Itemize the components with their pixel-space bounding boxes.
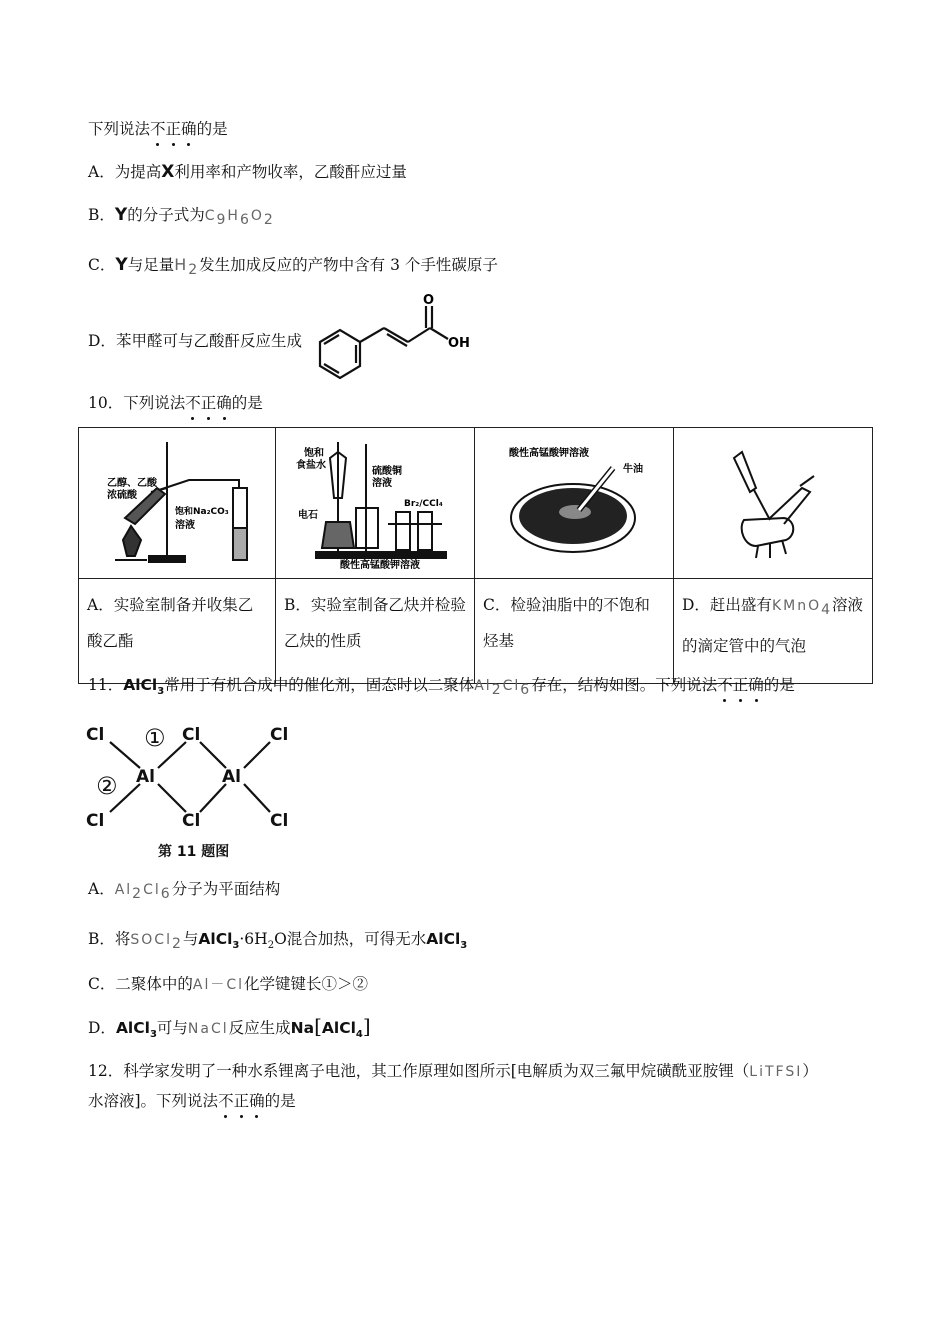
q10-option-a: A．实验室制备并收集乙酸乙酯 bbox=[79, 579, 276, 684]
hydroxyl-label: OH bbox=[448, 336, 470, 351]
q11-stem: 11．AlCl$_3$常用于有机合成中的催化剂，固态时以二聚体Al2Cl6存在，结构如图。下列说法不正确的是 bbox=[88, 676, 795, 698]
cl-atom-top-right: Cl bbox=[270, 725, 289, 745]
cl-atom-bottom-right: Cl bbox=[270, 811, 289, 831]
fig-b-label-1: 饱和 bbox=[304, 448, 324, 459]
cinnamic-acid-structure bbox=[312, 292, 482, 384]
q9-option-c: C．Y与足量H2发生加成反应的产物中含有 3 个手性碳原子 bbox=[88, 255, 498, 278]
al-atom-left: Al bbox=[136, 767, 155, 787]
fig-b-label-2: 食盐水 bbox=[296, 460, 326, 471]
q10-figure-d-cell bbox=[674, 428, 873, 579]
al2cl6-structure bbox=[80, 718, 310, 866]
cl-atom-bottom-mid: Cl bbox=[182, 811, 201, 831]
q11-option-a: A．Al2Cl6分子为平面结构 bbox=[88, 880, 281, 902]
fig-b-label-6: Br₂/CCl₄ bbox=[404, 499, 443, 509]
al-atom-right: Al bbox=[222, 767, 241, 787]
fig-b-label-4: 溶液 bbox=[372, 478, 392, 489]
fig-b-label-3: 硫酸铜 bbox=[372, 466, 402, 477]
oil-test-dish bbox=[475, 428, 673, 574]
q10-figure-c-cell bbox=[475, 428, 674, 579]
acetylene-apparatus bbox=[276, 428, 474, 574]
bond-marker-1: ① bbox=[144, 724, 166, 752]
q9-option-a: A．为提高X利用率和产物收率，乙酸酐应过量 bbox=[88, 162, 407, 182]
q9-option-d: D．苯甲醛可与乙酸酐反应生成 bbox=[88, 332, 302, 350]
q9-stem: 下列说法不正确的是 bbox=[88, 120, 228, 138]
cl-atom-bottom-left: Cl bbox=[86, 811, 105, 831]
fig-b-label-7: 酸性高锰酸钾溶液 bbox=[340, 560, 420, 571]
cl-atom-top-mid: Cl bbox=[182, 725, 201, 745]
q11-option-d: D．AlCl$_3$可与NaCl反应生成Na[AlCl$_4$] bbox=[88, 1014, 371, 1040]
fig-c-label-1: 酸性高锰酸钾溶液 bbox=[509, 448, 589, 459]
q10-figure-b-cell bbox=[276, 428, 475, 579]
q11-option-b: B．将SOCl2与$AlCl_3\cdot 6H_2O$混合加热，可得无水AlCl$_3$ bbox=[88, 930, 468, 952]
fig-a-label-1: 乙醇、乙酸 bbox=[107, 478, 157, 489]
carbonyl-o-label: O bbox=[423, 293, 435, 308]
fig-a-label-4: 溶液 bbox=[175, 520, 195, 531]
cl-atom-top-left: Cl bbox=[86, 725, 105, 745]
ethyl-acetate-apparatus bbox=[79, 428, 275, 574]
q10-option-d: D．赶出盛有KMnO4溶液的滴定管中的气泡 bbox=[674, 579, 873, 684]
q11-option-c: C．二聚体中的Al－Cl化学键键长①＞② bbox=[88, 975, 369, 993]
q10-stem: 10．下列说法不正确的是 bbox=[88, 394, 263, 412]
q12-stem-line1: 12．科学家发明了一种水系锂离子电池，其工作原理如图所示[电解质为双三氟甲烷磺酰亚胺锂（LiTFSI） bbox=[88, 1062, 818, 1080]
q10-option-b: B．实验室制备乙炔并检验乙炔的性质 bbox=[276, 579, 475, 684]
fig-a-label-3: 饱和Na₂CO₃ bbox=[175, 507, 229, 517]
q10-option-c: C．检验油脂中的不饱和烃基 bbox=[475, 579, 674, 684]
bond-marker-2: ② bbox=[96, 772, 118, 800]
q9-option-b: B．Y的分子式为C9H6O2 bbox=[88, 205, 275, 228]
figure-caption: 第 11 题图 bbox=[158, 844, 230, 860]
fig-c-label-2: 牛油 bbox=[623, 464, 643, 475]
q12-stem-line2: 水溶液]。下列说法不正确的是 bbox=[88, 1092, 296, 1110]
burette-bubble-figure bbox=[674, 428, 872, 574]
fig-a-label-2: 浓硫酸 bbox=[107, 490, 137, 501]
q10-figure-a-cell bbox=[79, 428, 276, 579]
fig-b-label-5: 电石 bbox=[298, 510, 318, 521]
q10-table bbox=[78, 427, 873, 684]
